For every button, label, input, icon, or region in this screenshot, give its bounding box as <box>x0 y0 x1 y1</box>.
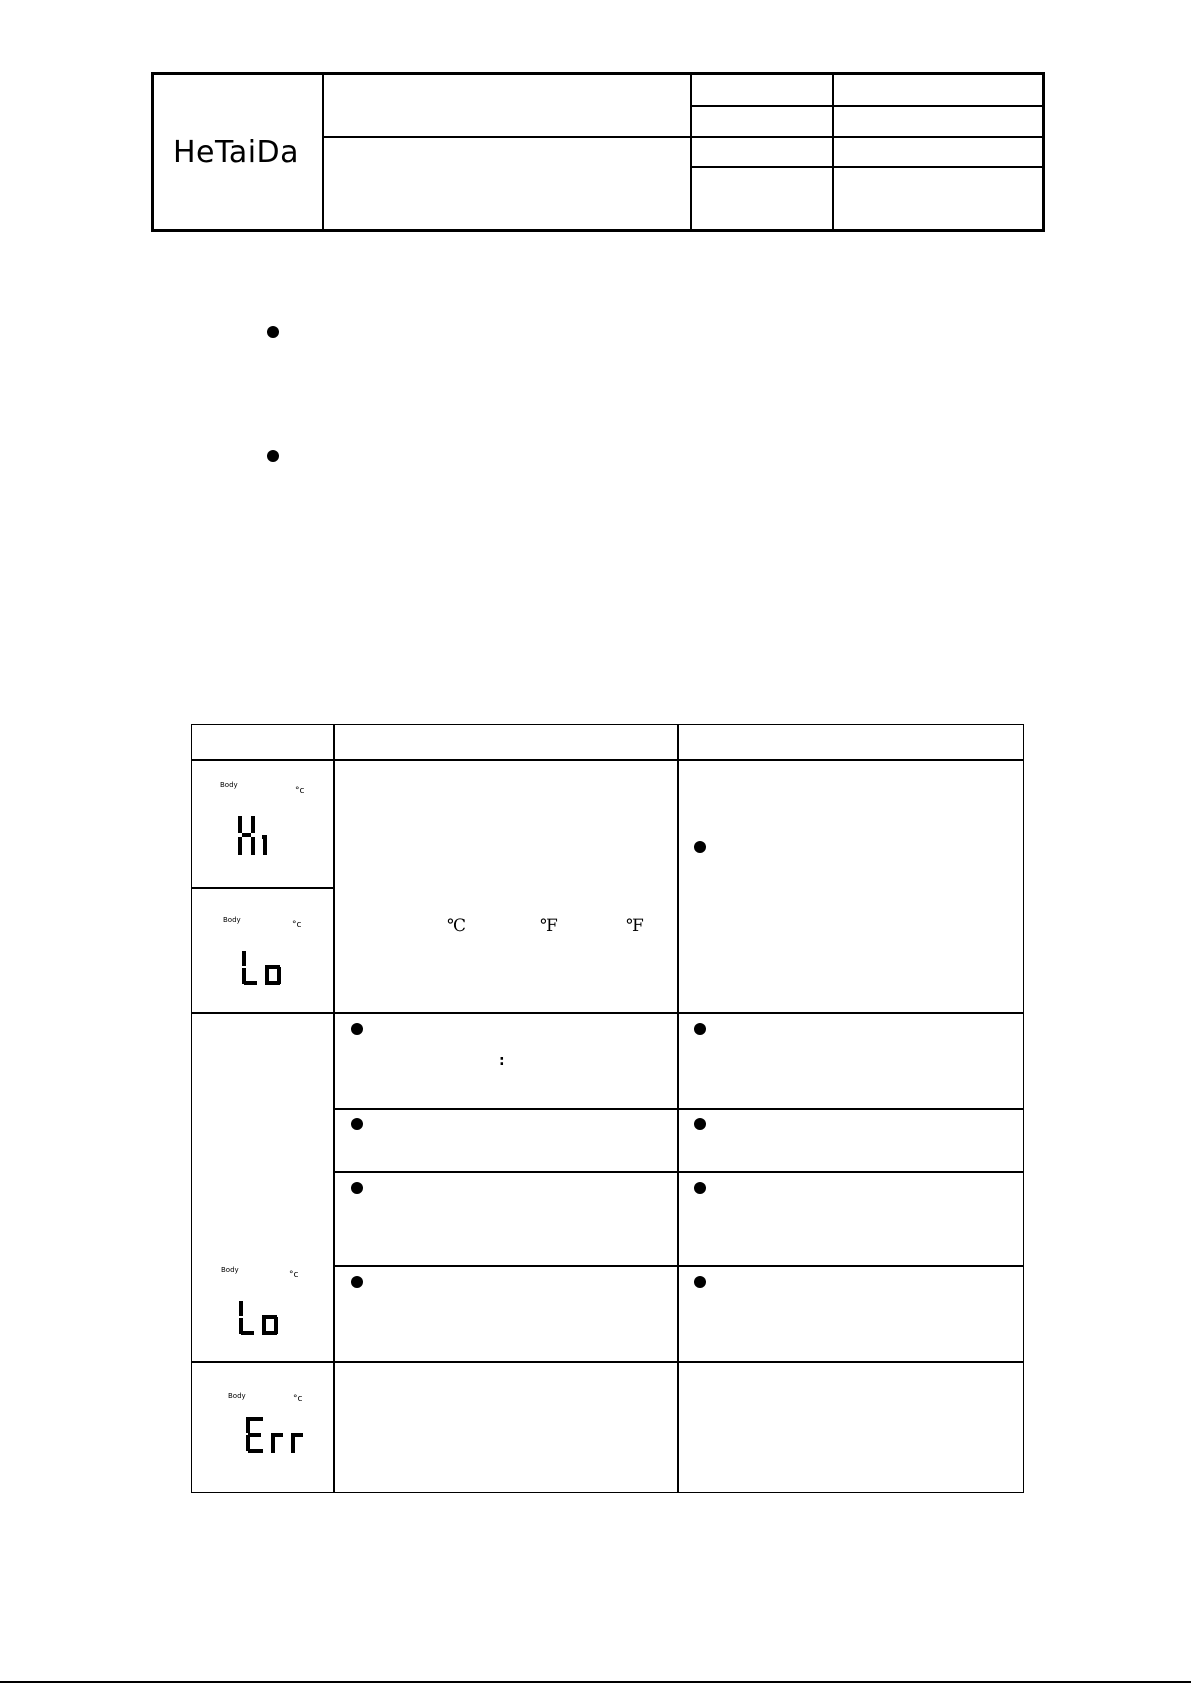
unit-celsius: ℃ <box>447 916 467 936</box>
table-row-divider <box>333 1108 1024 1110</box>
header-divider <box>322 136 1042 138</box>
lcd-digits-lo-icon <box>241 950 301 986</box>
company-logo: HeTaiDa <box>172 134 300 170</box>
bullet-icon <box>267 450 279 462</box>
lcd-unit-label: °c <box>292 920 302 930</box>
bullet-icon <box>351 1023 363 1035</box>
lcd-display-lo <box>215 905 335 1005</box>
header-divider <box>690 105 1042 107</box>
bullet-icon <box>267 326 279 338</box>
bullet-icon <box>694 1023 706 1035</box>
bullet-icon <box>694 1182 706 1194</box>
table-row-divider <box>191 1012 1024 1014</box>
bullet-icon <box>694 1276 706 1288</box>
lcd-digits-hi-icon <box>237 815 297 857</box>
bullet-icon <box>351 1118 363 1130</box>
header-divider <box>690 75 692 229</box>
bullet-icon <box>351 1182 363 1194</box>
header-divider <box>322 75 324 229</box>
lcd-body-label: Body <box>223 916 241 924</box>
table-row-divider <box>191 887 334 889</box>
bullet-icon <box>351 1276 363 1288</box>
lcd-display-err <box>215 1381 335 1481</box>
lcd-digits-lo-icon <box>238 1300 298 1336</box>
table-row-divider <box>191 1361 1024 1363</box>
lcd-body-label: Body <box>220 781 238 789</box>
table-row-divider <box>333 1265 1024 1267</box>
lcd-unit-label: °c <box>289 1270 299 1280</box>
table-row-divider <box>191 759 1024 761</box>
header-divider <box>690 166 1042 168</box>
bullet-icon <box>694 1118 706 1130</box>
lcd-display-hi <box>215 775 335 875</box>
colon-mark: : <box>499 1053 505 1069</box>
lcd-unit-label: °c <box>295 786 305 796</box>
unit-fahrenheit: ℉ <box>540 916 558 936</box>
unit-fahrenheit: ℉ <box>626 916 644 936</box>
lcd-display-lo <box>215 1257 335 1357</box>
lcd-body-label: Body <box>221 1266 239 1274</box>
lcd-digits-err-icon <box>245 1416 315 1456</box>
table-row-divider <box>333 1171 1024 1173</box>
bullet-icon <box>694 841 706 853</box>
page-edge <box>0 1681 1191 1683</box>
lcd-unit-label: °c <box>293 1394 303 1404</box>
lcd-body-label: Body <box>228 1392 246 1400</box>
header-divider <box>832 75 834 229</box>
